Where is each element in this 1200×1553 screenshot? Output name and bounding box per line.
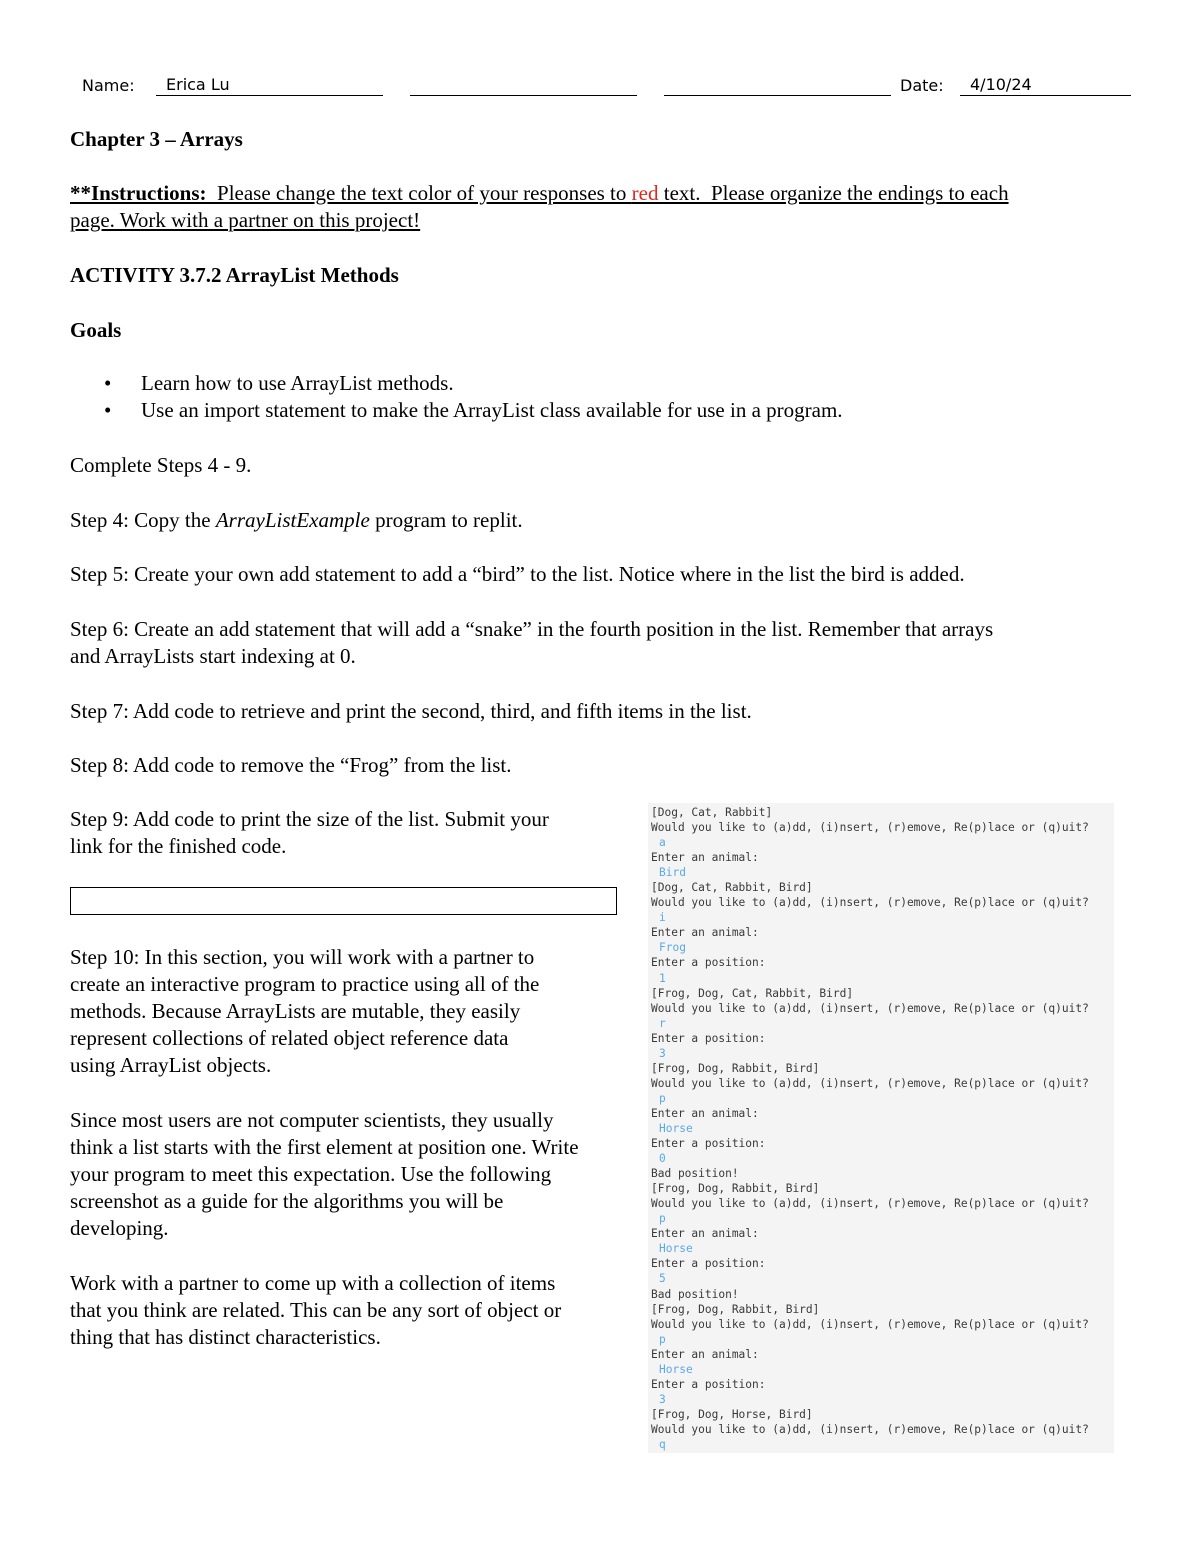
console-output-line: Enter a position: (651, 956, 766, 970)
date-label: Date: (900, 76, 944, 95)
step-4-text-end: program to replit. (369, 508, 523, 532)
partner-para-line: that you think are related. This can be any sort of object or (70, 1298, 562, 1322)
console-output-line: [Frog, Dog, Rabbit, Bird] (651, 1302, 820, 1316)
goals-heading: Goals (70, 318, 122, 342)
console-output-line: [Dog, Cat, Rabbit] (651, 806, 773, 819)
step-10-line: create an interactive program to practice using all of the (70, 972, 540, 996)
console-output-line: Enter an animal: (651, 851, 759, 865)
goal-item (70, 370, 843, 397)
users-para-line: screenshot as a guide for the algorithms you will be (70, 1189, 504, 1213)
chapter-title: Chapter 3 – Arrays (70, 127, 243, 151)
console-input-line: Frog (659, 941, 686, 955)
instructions-red-word: red (631, 181, 659, 205)
console-input-line: 5 (659, 1272, 666, 1286)
console-output-line: [Dog, Cat, Rabbit, Bird] (651, 881, 813, 895)
step-10-line: using ArrayList objects. (70, 1053, 272, 1077)
console-input-line: Horse (659, 1362, 693, 1376)
console-input-line: p (659, 1212, 666, 1226)
console-output-line: Enter an animal: (651, 926, 759, 940)
console-output-line: Bad position! (651, 1287, 739, 1301)
console-output-line: Would you like to (a)dd, (i)nsert, (r)emove, Re(p)lace or (q)uit? (651, 1317, 1089, 1331)
console-input-line: Bird (659, 866, 686, 880)
console-input-line: p (659, 1332, 666, 1346)
console-output-screenshot (648, 803, 1114, 1453)
goals-list (70, 370, 843, 424)
partner-field-2[interactable] (664, 74, 891, 96)
console-output-line: Enter an animal: (651, 1227, 759, 1241)
console-input-line: q (659, 1437, 666, 1451)
goal-item (70, 397, 843, 424)
instructions-line-1 (70, 180, 1009, 207)
partner-para-line: thing that has distinct characteristics. (70, 1325, 381, 1349)
step-4 (70, 507, 523, 534)
activity-title: ACTIVITY 3.7.2 ArrayList Methods (70, 263, 399, 287)
console-output-line: Would you like to (a)dd, (i)nsert, (r)emove, Re(p)lace or (q)uit? (651, 821, 1089, 835)
console-output-line: Would you like to (a)dd, (i)nsert, (r)emove, Re(p)lace or (q)uit? (651, 1076, 1089, 1090)
console-output-line: Enter a position: (651, 1377, 766, 1391)
users-para-line: Since most users are not computer scientists, they usually (70, 1108, 554, 1132)
console-output-line: Would you like to (a)dd, (i)nsert, (r)emove, Re(p)lace or (q)uit? (651, 1001, 1089, 1015)
console-input-line: 3 (659, 1046, 666, 1060)
instructions-text: Please change the text color of your responses to (206, 181, 632, 205)
instructions-prefix: ** (70, 181, 91, 205)
step-5: Step 5: Create your own add statement to add a “bird” to the list. Notice where in the list the bird is added. (70, 562, 965, 586)
goal-text: Use an import statement to make the ArrayList class available for use in a program. (141, 398, 843, 422)
step-10-line: methods. Because ArrayLists are mutable, they easily (70, 999, 521, 1023)
console-input-line: Horse (659, 1121, 693, 1135)
name-field[interactable]: Erica Lu (156, 74, 383, 96)
instructions-label: Instructions: (91, 181, 207, 205)
console-output-line: Would you like to (a)dd, (i)nsert, (r)emove, Re(p)lace or (q)uit? (651, 896, 1089, 910)
users-para-line: developing. (70, 1216, 169, 1240)
date-field[interactable]: 4/10/24 (960, 74, 1131, 96)
console-output-line: Would you like to (a)dd, (i)nsert, (r)emove, Re(p)lace or (q)uit? (651, 1197, 1089, 1211)
console-input-line: r (659, 1016, 666, 1030)
instructions-line-2: page. Work with a partner on this project! (70, 208, 421, 232)
name-label: Name: (82, 76, 135, 95)
console-output-line: [Frog, Dog, Rabbit, Bird] (651, 1061, 820, 1075)
console-input-line: Horse (659, 1242, 693, 1256)
step-6-line-2: and ArrayLists start indexing at 0. (70, 644, 356, 668)
instructions-text-after: text. Please organize the endings to each (658, 181, 1009, 205)
users-para-line: think a list starts with the first element at position one. Write (70, 1135, 579, 1159)
bullet-icon: • (104, 398, 112, 422)
console-output-line: Enter a position: (651, 1257, 766, 1271)
console-output-line: Enter an animal: (651, 1347, 759, 1361)
step-8: Step 8: Add code to remove the “Frog” from the list. (70, 753, 512, 777)
step-10-line: Step 10: In this section, you will work with a partner to (70, 945, 535, 969)
step-6-line-1: Step 6: Create an add statement that will add a “snake” in the fourth position in the list. Remember that arrays (70, 617, 994, 641)
console-input-line: a (659, 836, 666, 850)
console-output-line: [Frog, Dog, Rabbit, Bird] (651, 1182, 820, 1196)
console-input-line: 0 (659, 1152, 666, 1166)
step-4-text: Step 4: Copy the (70, 508, 216, 532)
complete-steps: Complete Steps 4 - 9. (70, 453, 252, 477)
link-answer-box[interactable] (70, 887, 617, 915)
console-input-line: 3 (659, 1392, 666, 1406)
bullet-icon: • (104, 371, 112, 395)
partner-field-1[interactable] (410, 74, 637, 96)
console-output-line: Enter a position: (651, 1137, 766, 1151)
step-10-line: represent collections of related object reference data (70, 1026, 509, 1050)
step-9-line-2: link for the finished code. (70, 834, 287, 858)
goal-text: Learn how to use ArrayList methods. (141, 371, 454, 395)
console-output-line: Would you like to (a)dd, (i)nsert, (r)emove, Re(p)lace or (q)uit? (651, 1422, 1089, 1436)
console-output-line: [Frog, Dog, Horse, Bird] (651, 1407, 813, 1421)
step-7: Step 7: Add code to retrieve and print the second, third, and fifth items in the list. (70, 699, 752, 723)
console-output-line: Enter a position: (651, 1031, 766, 1045)
step-4-program-name: ArrayListExample (215, 508, 370, 532)
step-9-line-1: Step 9: Add code to print the size of the list. Submit your (70, 807, 549, 831)
console-input-line: 1 (659, 971, 666, 985)
console-input-line: p (659, 1091, 666, 1105)
console-output-line: Enter an animal: (651, 1106, 759, 1120)
console-input-line: i (659, 911, 666, 925)
console-output-line: [Frog, Dog, Cat, Rabbit, Bird] (651, 986, 854, 1000)
users-para-line: your program to meet this expectation. Use the following (70, 1162, 552, 1186)
console-output-line: Bad position! (651, 1167, 739, 1181)
header-row (0, 74, 1200, 100)
partner-para-line: Work with a partner to come up with a collection of items (70, 1271, 556, 1295)
